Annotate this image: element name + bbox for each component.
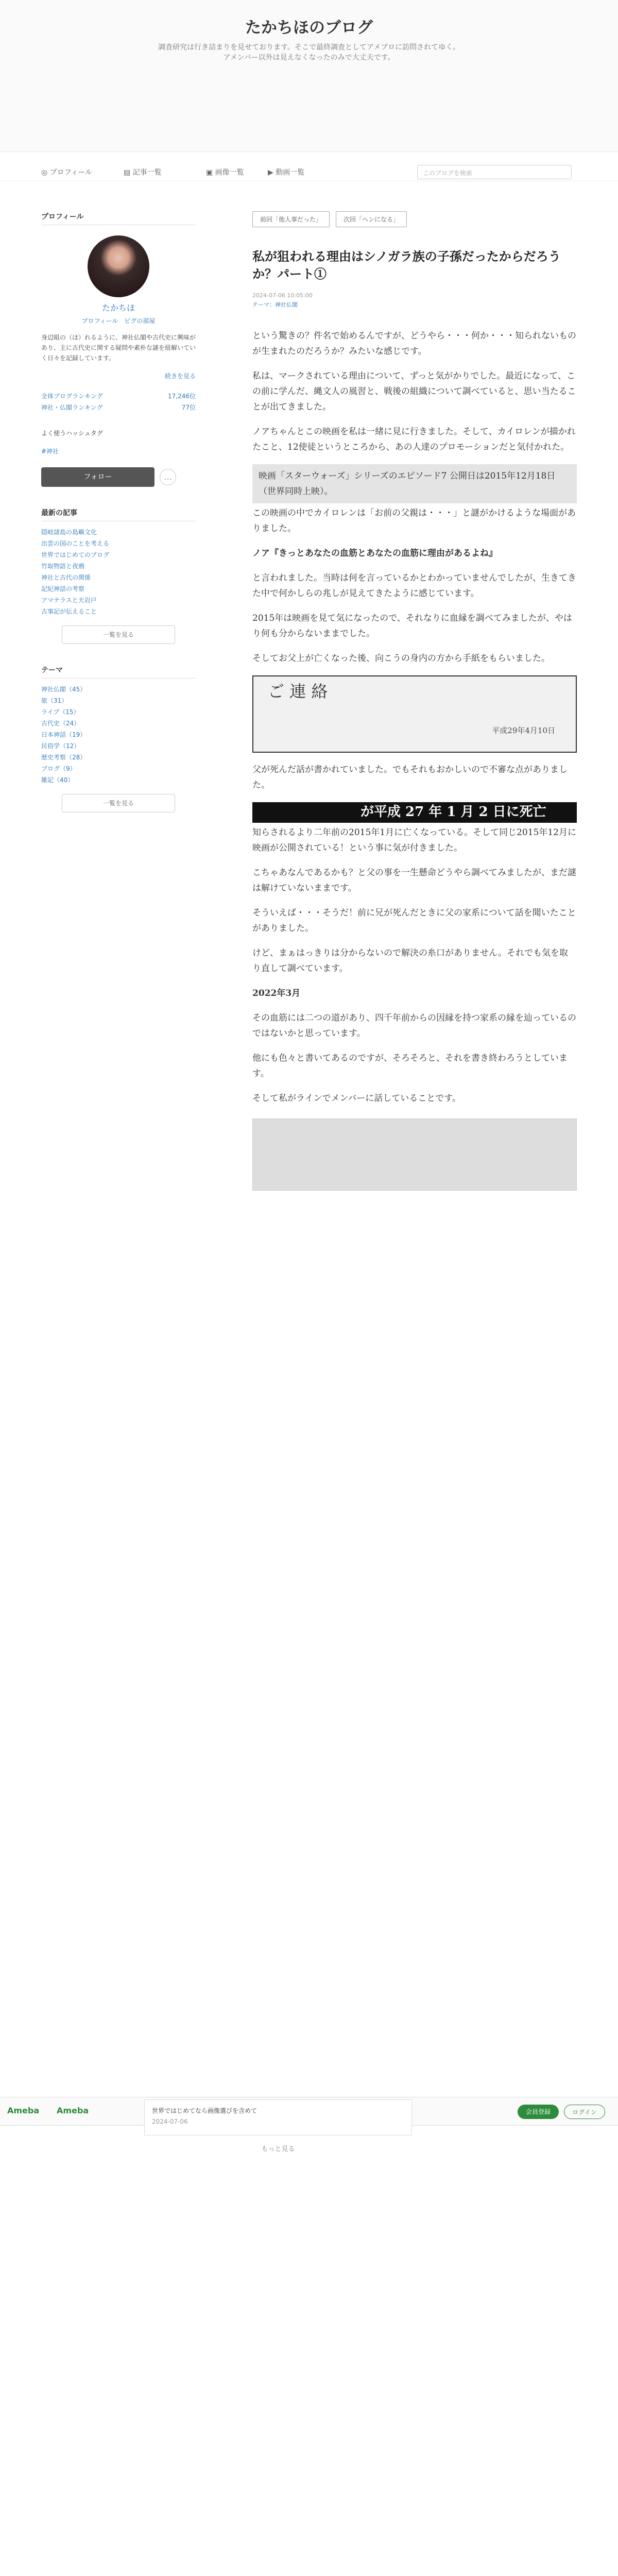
image-icon: ▣ — [206, 168, 215, 177]
search-input[interactable]: このブログを検索 — [417, 165, 572, 179]
ranking-row[interactable]: 神社・仏閣ランキング 77位 — [41, 404, 196, 411]
post-title[interactable]: 私が狙われる理由はシノガラ族の子孫だったからだろうか？パート① — [252, 249, 561, 281]
profile-more-link[interactable]: 続きを見る — [164, 372, 196, 380]
highlight-image: が平成 27 年 1 月 2 日に死亡 — [252, 802, 577, 823]
video-icon: ▶ — [268, 168, 276, 177]
profile-icon: ◎ — [41, 168, 50, 177]
list-item[interactable]: ライブ（15） — [41, 708, 80, 716]
login-button[interactable]: ログイン — [564, 2105, 605, 2119]
paragraph: この映画の中でカイロレンは「お前の父親は・・・」と謎がかけるような場面がありました。 — [252, 508, 576, 534]
next-post-button[interactable]: 次回「ヘンになる」 — [336, 211, 407, 227]
follow-button[interactable]: フォロー — [41, 467, 154, 487]
blog-nav — [0, 163, 618, 181]
theme-list — [41, 684, 196, 786]
profile-heading: プロフィール — [41, 211, 196, 225]
list-item[interactable]: 神社仏閣（45） — [41, 686, 87, 693]
more-icon[interactable]: … — [160, 469, 176, 485]
list-item[interactable]: 歴史考察（28） — [41, 754, 87, 761]
theme-more-button[interactable]: 一覧を見る — [62, 794, 175, 812]
paragraph: 他にも色々と書いてあるのですが、そろそろと、それを書き終わろうとしています。 — [252, 1053, 568, 1079]
list-item[interactable]: 古代史（24） — [41, 720, 80, 727]
avatar[interactable] — [88, 235, 149, 297]
paragraph: こちゃあなんであるかも？と父の事を一生懸命どうやら調べてみましたが、まだ謎は解けていないままです。 — [252, 868, 576, 893]
paragraph: 2015年は映画を見て気になったので、それなりに血縁を調べてみましたが、やはり何も分からないままでした。 — [252, 613, 572, 639]
list-item[interactable]: 日本神話（19） — [41, 731, 87, 738]
embedded-image[interactable] — [252, 1118, 577, 1191]
list-icon: ▤ — [124, 168, 133, 177]
post-nav — [252, 211, 577, 227]
ameba-logo-2[interactable]: Ameba — [57, 2106, 89, 2115]
notice-image: ご 連 絡 平成29年4月10日 — [252, 675, 577, 753]
list-item[interactable]: 記紀神話の考察 — [41, 585, 85, 592]
paragraph: 知らされるより二年前の2015年1月に亡くなっている。そして同じ2015年12月に映画が公開されている！という事に気が付きました。 — [252, 827, 576, 853]
nav-entries[interactable]: ▤ 記事一覧 — [124, 168, 162, 177]
nav-images[interactable]: ▣ 画像一覧 — [206, 168, 244, 177]
nav-profile[interactable]: ◎ プロフィール — [41, 168, 93, 177]
paragraph: その血筋には二つの道があり、四千年前からの因縁を持つ家系の縁を辿っているのではないかと思っています。 — [252, 1013, 576, 1039]
list-item[interactable]: アマテラスと天岩戸 — [41, 597, 97, 604]
list-item[interactable]: 隠岐諸島の島嶼文化 — [41, 529, 97, 536]
list-item[interactable]: 神社と古代の関係 — [41, 574, 91, 581]
paragraph: ノアちゃんとこの映画を私は一緒に見に行きました。そして、カイロレンが描かれたこと、12使徒というところから、あの人達のプロモーションだと気付かれた。 — [252, 427, 576, 452]
list-item[interactable]: 雑記（40） — [41, 776, 74, 784]
recent-more-button[interactable]: 一覧を見る — [62, 625, 175, 644]
list-item[interactable]: ブログ（9） — [41, 765, 76, 772]
paragraph: そして私がラインでメンバーに話していることです。 — [252, 1093, 461, 1104]
profile-text: 身辺組の（ほ）れるように、神社仏閣や古代史に興味があり、主に古代史に関する疑問や素朴な謎を紐解いていく日々を記録しています。 — [41, 334, 196, 362]
follow-row — [41, 457, 196, 487]
article-body — [252, 328, 577, 1191]
recent-heading: 最新の記事 — [41, 507, 196, 521]
list-item[interactable]: 古事記が伝えること — [41, 608, 97, 615]
blog-title[interactable]: たかちほのブログ — [245, 19, 373, 37]
paragraph: 私は、マークされている理由について、ずっと気がかりでした。最近になって、この前に学んだ、縄文人の風習と、戦後の組織について調べていると、思い当たることが出てきました。 — [252, 371, 576, 412]
paragraph: そしてお父上が亡くなった後、向こうの身内の方から手紙をもらいました。 — [252, 653, 550, 664]
quote-block: 映画「スターウォーズ」シリーズのエピソード7 公開日は2015年12月18日（世界同時上映）。 — [252, 464, 577, 503]
theme-heading: テーマ — [41, 665, 196, 679]
hashtag[interactable]: #神社 — [41, 448, 59, 455]
blog-header — [0, 0, 618, 152]
prev-post-button[interactable]: 前回「他人事だった」 — [252, 211, 330, 227]
paragraph: 父が死んだ話が書かれていました。でもそれもおかしいので不審な点がありました。 — [252, 765, 568, 790]
profile-name[interactable]: たかちほ — [101, 303, 135, 313]
ameba-logo[interactable]: Ameba — [7, 2106, 40, 2115]
paragraph: 2022年3月 — [252, 988, 301, 998]
popup-card[interactable]: 世界ではじめてなら画像選びを含めて 2024-07-06 — [144, 2099, 412, 2136]
list-item[interactable]: 旅（31） — [41, 697, 68, 704]
nav-videos[interactable]: ▶ 動画一覧 — [268, 168, 305, 177]
signup-button[interactable]: 会員登録 — [518, 2105, 559, 2119]
tags-heading: よく使うハッシュタグ — [41, 430, 103, 437]
paragraph: そういえば・・・そうだ！前に兄が死んだときに父の家系について話を聞いたことがありました。 — [252, 908, 576, 934]
paragraph: けど、まぁはっきりは分からないので解決の糸口がありません。それでも気を取り直して調べています。 — [252, 948, 569, 974]
recent-list — [41, 527, 196, 617]
list-item[interactable]: 出雲の国のことを考える — [41, 540, 110, 547]
article — [252, 211, 577, 1203]
sidebar — [41, 211, 196, 812]
paragraph: ノア『きっとあなたの血筋とあなたの血筋に理由があるよね』 — [252, 548, 497, 558]
paragraph: という驚きの？件名で始めるんですが、どうやら・・・何か・・・知られないものが生まれたのだろうか？みたいな感じです。 — [252, 331, 576, 357]
list-item[interactable]: 世界ではじめてのブログ — [41, 551, 110, 558]
list-item[interactable]: 竹取物語と夜鴉 — [41, 563, 85, 570]
popup-more-link[interactable]: もっと見る — [261, 2145, 295, 2153]
ranking-row[interactable]: 全体ブログランキング 17,246位 — [41, 393, 196, 400]
post-meta: 2024-07-06 10:05:00 テーマ：神社仏閣 — [252, 292, 313, 308]
list-item[interactable]: 民俗学（12） — [41, 742, 80, 750]
paragraph: と言われました。当時は何を言っているかとわかっていませんでしたが、生きてきた中で何かしらの兆しが見えてきたように感じています。 — [252, 573, 576, 599]
blog-description: 調査研究は行き詰まりを見せております。そこで最終調査としてアメブロに訪問されてゆく。 アメンバー以外は見えなくなったのみで大丈夫です。 — [158, 43, 460, 62]
profile-links[interactable]: プロフィール ピグの部屋 — [81, 317, 156, 325]
